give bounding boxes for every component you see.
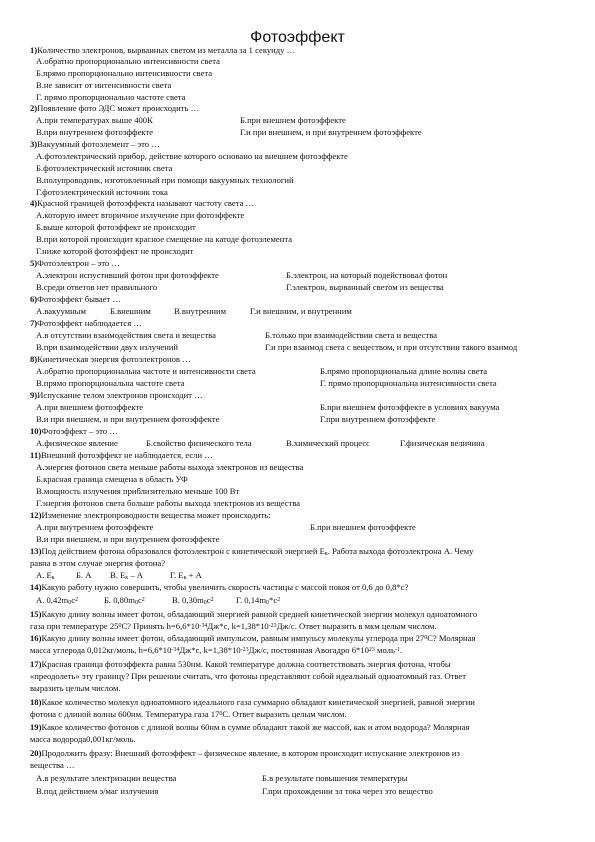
option-c: В.мощность излучения приблизительно меньше 100 Вт xyxy=(36,486,240,496)
option-a: А.электрон испустивший фотон при фотоэффекте xyxy=(36,270,219,280)
question-number: 4) xyxy=(30,198,38,208)
text-part: С. Ответ выразить целым числом. xyxy=(222,709,347,719)
option-d: Г.физическая величина xyxy=(400,438,485,448)
question-text: Какую длину волны имеет фотон, обладающий импульсом, равным импульсу молекулы углерода при 27 xyxy=(41,633,425,643)
option-text-tail: c xyxy=(137,595,142,605)
option-a: А.обратно пропорционально интенсивности света xyxy=(36,56,220,66)
option-b: Б.фотоэлектрический источник света xyxy=(36,163,173,173)
option-a: А.в отсутствии взаимодействия света и вещества xyxy=(36,330,216,340)
text-part: С? Принять h=6,6*10 xyxy=(121,621,200,631)
option-a: А.энергия фотонов света меньше работы выхода электронов из вещества xyxy=(36,462,304,472)
question-18 xyxy=(30,698,475,707)
option-a: А.вакуумным xyxy=(36,306,86,316)
question-8 xyxy=(30,355,191,364)
option-c: В.при внутреннем фотоэффекте xyxy=(36,127,154,137)
option-a: А.физическое явление xyxy=(36,438,118,448)
superscript: 0 xyxy=(118,623,122,629)
question-17-line2: «преодолеть» эту границу? При решении считать, что фотоны представляют собой идеальный одноатомный газ. Ответ xyxy=(30,671,466,681)
option-d: Г.электрон, вырванный светом из вещества xyxy=(286,282,444,292)
question-number: 1) xyxy=(30,45,38,55)
option-d: Г.фотоэлектрический источник тока xyxy=(36,187,168,197)
question-text: Какое количество молекул одноатомного идеального газа суммарно обладают кинетической энергией, равной энергии xyxy=(41,697,475,707)
option-b xyxy=(104,596,145,605)
question-text: Какое количество фотонов с длиной волны 60нм в сумме обладают такой же массой, как и атом водорода? Молярная xyxy=(41,722,470,732)
subscript: 0 xyxy=(203,600,207,606)
option-c: В.химический процесс xyxy=(286,438,370,448)
question-number: 2) xyxy=(30,103,38,113)
subscript: 0 xyxy=(266,600,270,606)
option-c xyxy=(110,571,143,580)
option-b: Б.при внешнем фотоэффекте в условиях вакуума xyxy=(320,402,500,412)
option-a xyxy=(36,571,55,580)
question-5 xyxy=(30,259,120,268)
text-part: масса углерода 0,012кг/моль, h=6,6*10 xyxy=(30,645,172,655)
question-text: Вакуумный фотоэлемент – это … xyxy=(37,139,160,149)
question-number: 5) xyxy=(30,258,38,268)
option-c: В.при которой происходит красное смещение на катоде фотоэлемента xyxy=(36,234,293,244)
option-b: Б.только при взаимодействии света и вещества xyxy=(265,330,438,340)
superscript: -34 xyxy=(199,623,208,629)
question-17-line3: выразить целым числом. xyxy=(30,683,121,693)
option-a: А.при внутреннем фотоэффекте xyxy=(36,522,154,532)
option-a: А.фотоэлектрический прибор, действие которого основано на внешнем фотоэффекте xyxy=(36,151,348,161)
question-text-cont: . Работа выхода фотоэлектрона А. Чему xyxy=(327,546,474,556)
option-text-tail: – А xyxy=(128,570,144,580)
option-b: Б.при внешнем фотоэффекте xyxy=(310,522,416,532)
subscript: к xyxy=(324,551,328,557)
option-c: В.и при внешнем, и при внутреннем фотоэффекте xyxy=(36,534,220,544)
option-b: Б.красная граница смещена в область УФ xyxy=(36,474,188,484)
option-a xyxy=(36,596,78,605)
option-d xyxy=(170,571,202,580)
question-6 xyxy=(30,295,121,304)
option-text: Г. Е xyxy=(170,570,184,580)
subscript: к xyxy=(51,575,55,581)
option-text: А. 0,42m xyxy=(36,595,69,605)
superscript: 2 xyxy=(141,597,145,603)
question-text: Фотоэффект бывает … xyxy=(37,294,121,304)
option-d: Г. прямо пропорциональна интенсивности света xyxy=(320,378,497,388)
text-part: моль xyxy=(374,645,395,655)
option-c: В.прямо пропорциональна частоте света xyxy=(36,378,185,388)
option-a: А.при внешнем фотоэффекте xyxy=(36,402,144,412)
option-text: А. Е xyxy=(36,570,52,580)
superscript: 23 xyxy=(368,647,375,653)
superscript: 0 xyxy=(424,635,428,641)
option-b: Б.в результате повышения температуры xyxy=(262,773,408,783)
option-c: В.полупроводник, изготовленный при помощи вакуумных технологий xyxy=(36,175,294,185)
question-number: 8) xyxy=(30,354,38,364)
superscript: -1 xyxy=(394,647,400,653)
option-c xyxy=(172,596,214,605)
option-d: Г.при внутреннем фотоэффекте xyxy=(320,414,436,424)
question-text: Красная граница фотоэффекта равна 530нм. Какой температуре должна соответствовать энергия фотона, чтобы xyxy=(41,659,451,669)
text-part: газа при температуре 25 xyxy=(30,621,119,631)
page-title: Фотоэффект xyxy=(250,29,345,46)
question-2 xyxy=(30,104,199,113)
question-number: 18) xyxy=(30,697,42,707)
option-b: Б.электрон, на который подействовал фотон xyxy=(286,270,448,280)
question-15 xyxy=(30,610,477,619)
option-text-tail: + А xyxy=(186,570,202,580)
superscript: 2 xyxy=(75,597,79,603)
text-part: Дж*с, k=1,38*10 xyxy=(179,645,241,655)
question-9 xyxy=(30,391,203,400)
option-text: В. 0,30m xyxy=(172,595,204,605)
question-text: Внешний фотоэффект не наблюдается, если … xyxy=(40,450,213,460)
question-text: Появление фото ЭДС может происходить … xyxy=(37,103,200,113)
question-19-line2: масса водорода0,001кг/моль. xyxy=(30,734,136,744)
question-12 xyxy=(30,511,271,520)
option-a: А.при температурах выше 400К xyxy=(36,115,153,125)
superscript: -23 xyxy=(240,647,249,653)
question-20 xyxy=(30,749,460,758)
option-text-tail: c xyxy=(206,595,211,605)
question-text: Какую длину волны имеет фотон, обладающий энергией равной средней кинетической энергии молекул одноатомного xyxy=(41,609,478,619)
question-number: 9) xyxy=(30,390,38,400)
option-a: А.которую имеет вторичное излучение при фотоэффекте xyxy=(36,210,245,220)
superscript: 2 xyxy=(210,597,214,603)
option-d: Г.при прохождении эл тока через это вещество xyxy=(262,786,433,796)
option-b: Б.при внешнем фотоэффекте xyxy=(240,115,346,125)
question-number: 20) xyxy=(30,748,42,758)
option-c: В.под действием э/маг излучения xyxy=(36,786,159,796)
subscript: 0 xyxy=(134,600,138,606)
text-part: Дж*с, k=1,38*10 xyxy=(207,621,269,631)
question-number: 10) xyxy=(30,426,42,436)
question-text-line2: равна в этом случае энергия фотона? xyxy=(30,558,166,568)
question-18-line2 xyxy=(30,710,347,719)
question-text: Под действием фотона образовался фотоэлектрон с кинетической энергией Е xyxy=(41,546,325,556)
option-text-tail: c xyxy=(71,595,76,605)
question-text: Фотоэффект – это … xyxy=(41,426,118,436)
option-d: Г.ниже которой фотоэффект не происходит xyxy=(36,246,194,256)
option-b: Б.свойство физического тела xyxy=(146,438,252,448)
option-c: В.при взаимодействии двух излучений xyxy=(36,342,179,352)
question-number: 6) xyxy=(30,294,38,304)
option-b: Б.выше которой фотоэффект не происходит xyxy=(36,222,196,232)
text-part: С? Молярная xyxy=(427,633,476,643)
option-c: В.внутренним xyxy=(174,306,227,316)
question-number: 11) xyxy=(30,450,41,460)
question-number: 13) xyxy=(30,546,42,556)
option-d xyxy=(236,596,280,605)
question-text: Какую работу нужно совершить, чтобы увеличить скорость частицы с массой покоя от 0,6 до 0,8*с? xyxy=(41,582,409,592)
superscript: 0 xyxy=(219,711,223,717)
question-17 xyxy=(30,660,451,669)
question-number: 15) xyxy=(30,609,42,619)
question-number: 7) xyxy=(30,318,38,328)
subscript: к xyxy=(125,575,129,581)
question-19 xyxy=(30,723,469,732)
option-c: В.и при внешнем, и при внутреннем фотоэффекте xyxy=(36,414,220,424)
question-text: Фотоэлектрон – это … xyxy=(37,258,120,268)
question-14 xyxy=(30,583,408,592)
question-text: Фотоэффект наблюдается … xyxy=(37,318,142,328)
question-4 xyxy=(30,199,254,208)
text-part: Дж/с, постоянная Авогадро 6*10 xyxy=(248,645,369,655)
subscript: к xyxy=(183,575,187,581)
option-b: Б.прямо пропорциональна длине волны света xyxy=(320,366,488,376)
option-b: Б.прямо пропорционально интенсивности света xyxy=(36,68,213,78)
option-d: Г. прямо пропорционально частоте света xyxy=(36,92,186,102)
option-b: Б.внешним xyxy=(110,306,151,316)
question-7 xyxy=(30,319,142,328)
option-c: В.среди ответов нет правильного xyxy=(36,282,158,292)
superscript: -23 xyxy=(268,623,277,629)
question-10 xyxy=(30,427,118,436)
superscript: -34 xyxy=(171,647,180,653)
option-a: А.в результате электризации вещества xyxy=(36,773,177,783)
subscript: 0 xyxy=(68,600,72,606)
option-d: Г.и при взаимод света с веществом, и при отсутствии такого взаимод xyxy=(265,342,518,352)
question-number: 3) xyxy=(30,139,38,149)
option-text: В. Е xyxy=(110,570,126,580)
question-16-line2 xyxy=(30,646,402,655)
option-text-tail: *c xyxy=(269,595,278,605)
option-c: В.не зависит от интенсивности света xyxy=(36,80,172,90)
question-20-line2: вещества … xyxy=(30,760,75,770)
question-15-line2 xyxy=(30,622,437,631)
text-part: фотона с длиной волны 600нм. Температура газа 17 xyxy=(30,709,220,719)
option-d: Г.и внешним, и внутренним xyxy=(250,306,352,316)
question-text: Красной границей фотоэффекта называют частоту света … xyxy=(37,198,255,208)
question-1 xyxy=(30,46,295,55)
option-d: Г.и при внешнем, и при внутреннем фотоэффекте xyxy=(240,127,422,137)
option-b: Б. А xyxy=(76,570,92,580)
question-text: Продолжить фразу: Внешний фотоэффект – физическое явление, в котором происходит испускание электронов из xyxy=(41,748,460,758)
text-part: . xyxy=(399,645,403,655)
superscript: 2 xyxy=(277,597,281,603)
question-16 xyxy=(30,634,475,643)
question-text: Кинетическая энергия фотоэлектронов … xyxy=(37,354,191,364)
option-text: Б. 0,80m xyxy=(104,595,135,605)
question-number: 14) xyxy=(30,582,42,592)
question-3 xyxy=(30,140,160,149)
question-text: Количество электронов, вырванных светом из металла за 1 секунду … xyxy=(37,45,296,55)
text-part: Дж/с. Ответ выразить в мкм целым числом. xyxy=(276,621,437,631)
option-text: Г. 0,14m xyxy=(236,595,267,605)
question-number: 12) xyxy=(30,510,42,520)
question-number: 17) xyxy=(30,659,42,669)
question-13 xyxy=(30,547,473,556)
question-text: Изменение электропроводности вещества может происходить: xyxy=(41,510,271,520)
option-d: Г.энергия фотонов света больше работы выхода электронов из вещества xyxy=(36,498,301,508)
question-number: 19) xyxy=(30,722,42,732)
question-11 xyxy=(30,451,213,460)
question-text: Испускание телом электронов происходит … xyxy=(37,390,203,400)
option-a: А.обратно пропорциональна частоте и интенсивности света xyxy=(36,366,256,376)
question-number: 16) xyxy=(30,633,42,643)
